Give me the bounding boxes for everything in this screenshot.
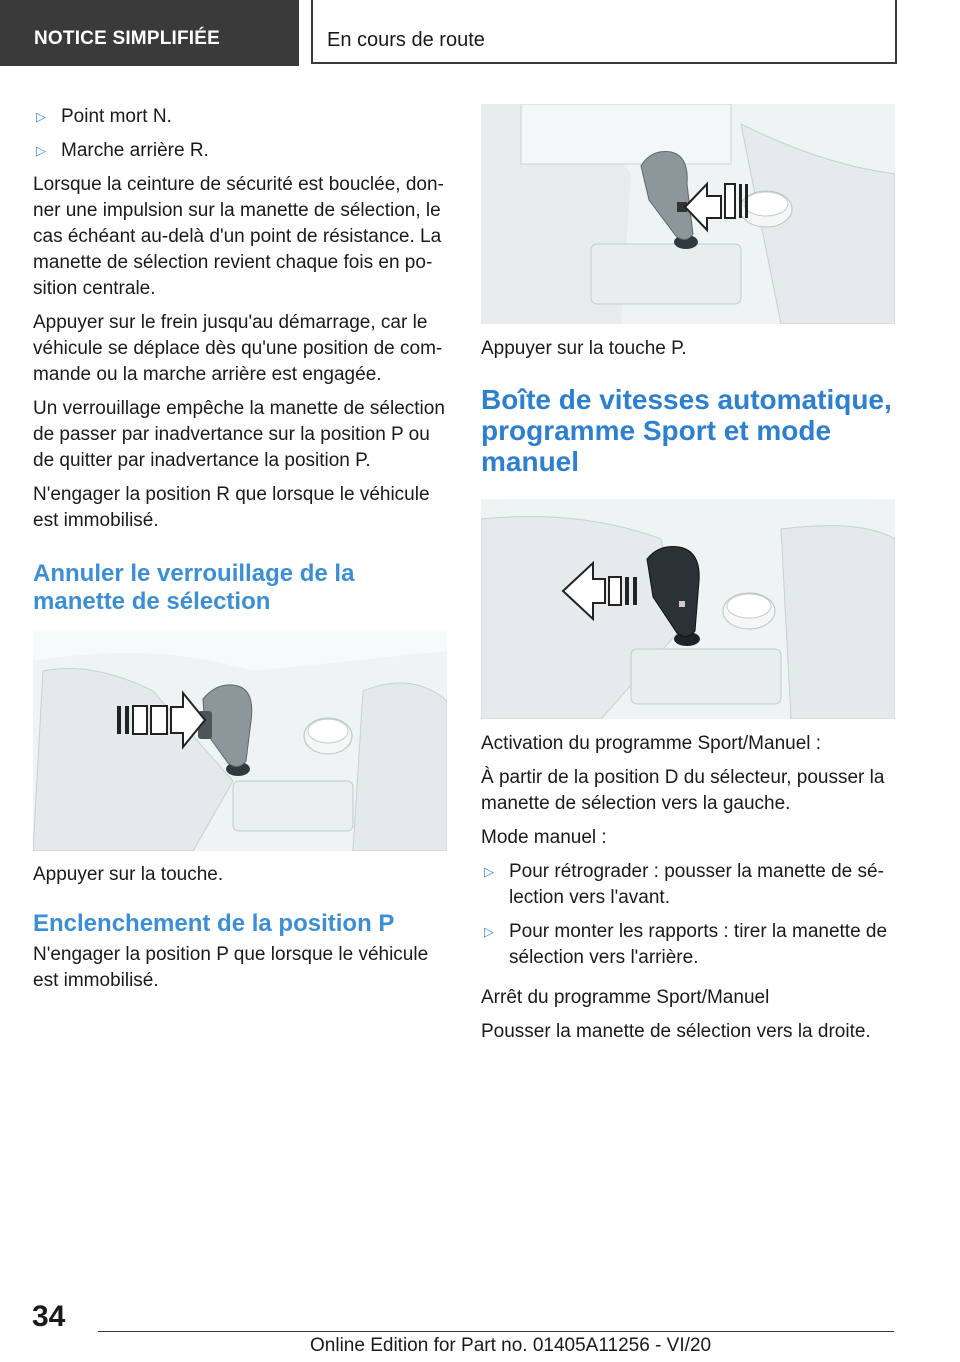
triangle-right-icon: ▷ xyxy=(36,143,46,158)
section-heading: Annuler le verrouillage de la manette de sélection xyxy=(33,560,355,615)
section-heading: Boîte de vitesses automatique, programme Sport et mode manuel xyxy=(481,384,892,477)
header-chapter-title: En cours de route xyxy=(327,29,485,51)
figure-caption: Appuyer sur la touche P. xyxy=(481,338,687,359)
paragraph: Un verrouillage empêche la manette de sélection de passer par inadvertance sur la position P ou de quitter par inadvertance la position P. xyxy=(33,398,445,471)
list-item xyxy=(33,138,447,164)
right-column xyxy=(481,104,895,1053)
triangle-right-icon: ▷ xyxy=(36,109,46,124)
bullet-text: Marche arrière R. xyxy=(61,140,209,161)
list-item xyxy=(481,919,895,971)
bullet-text: Pour monter les rapports : tirer la manette de sélection vers l'arrière. xyxy=(509,921,888,968)
footer-edition: Online Edition for Part no. 01405A11256 - VI/20 xyxy=(310,1335,712,1356)
paragraph: Pousser la manette de sélection vers la droite. xyxy=(481,1021,871,1042)
page-number: 34 xyxy=(32,1300,66,1333)
left-column xyxy=(33,104,447,994)
list-item xyxy=(481,859,895,911)
figure-caption: Appuyer sur la touche. xyxy=(33,864,224,885)
triangle-right-icon: ▷ xyxy=(484,864,494,879)
paragraph: N'engager la position R que lorsque le véhicule est immobilisé. xyxy=(33,484,430,531)
paragraph: Activation du programme Sport/Manuel : xyxy=(481,733,822,754)
paragraph: Mode manuel : xyxy=(481,827,607,848)
paragraph: N'engager la position P que lorsque le véhicule est immobilisé. xyxy=(33,944,429,991)
header-chapter-box xyxy=(311,0,897,64)
header-section-tab xyxy=(0,0,299,66)
list-item xyxy=(33,104,447,130)
paragraph: Appuyer sur le frein jusqu'au démarrage, car le véhicule se déplace dès qu'une position de commande ou la marche arrière est engagée. xyxy=(33,312,443,385)
paragraph: Lorsque la ceinture de sécurité est bouclée, donner une impulsion sur la manette de sélection, le cas échéant au-delà d'un point de résistance. La manette de sélection revient chaque fois en position centrale. xyxy=(33,174,444,299)
gear-selector-sport-illustration xyxy=(481,499,895,719)
header-section-label: NOTICE SIMPLIFIÉE xyxy=(34,28,221,49)
paragraph: À partir de la position D du sélecteur, pousser la manette de sélection vers la gauche. xyxy=(481,767,885,814)
bullet-text: Pour rétrograder : pousser la manette de sélection vers l'avant. xyxy=(509,861,884,908)
paragraph: Arrêt du programme Sport/Manuel xyxy=(481,987,770,1008)
triangle-right-icon: ▷ xyxy=(484,924,494,939)
section-heading: Enclenchement de la position P xyxy=(33,910,395,937)
gear-selector-illustration xyxy=(33,631,447,851)
footer-divider xyxy=(98,1331,894,1332)
bullet-text: Point mort N. xyxy=(61,106,172,127)
gear-selector-p-button-illustration xyxy=(481,104,895,324)
